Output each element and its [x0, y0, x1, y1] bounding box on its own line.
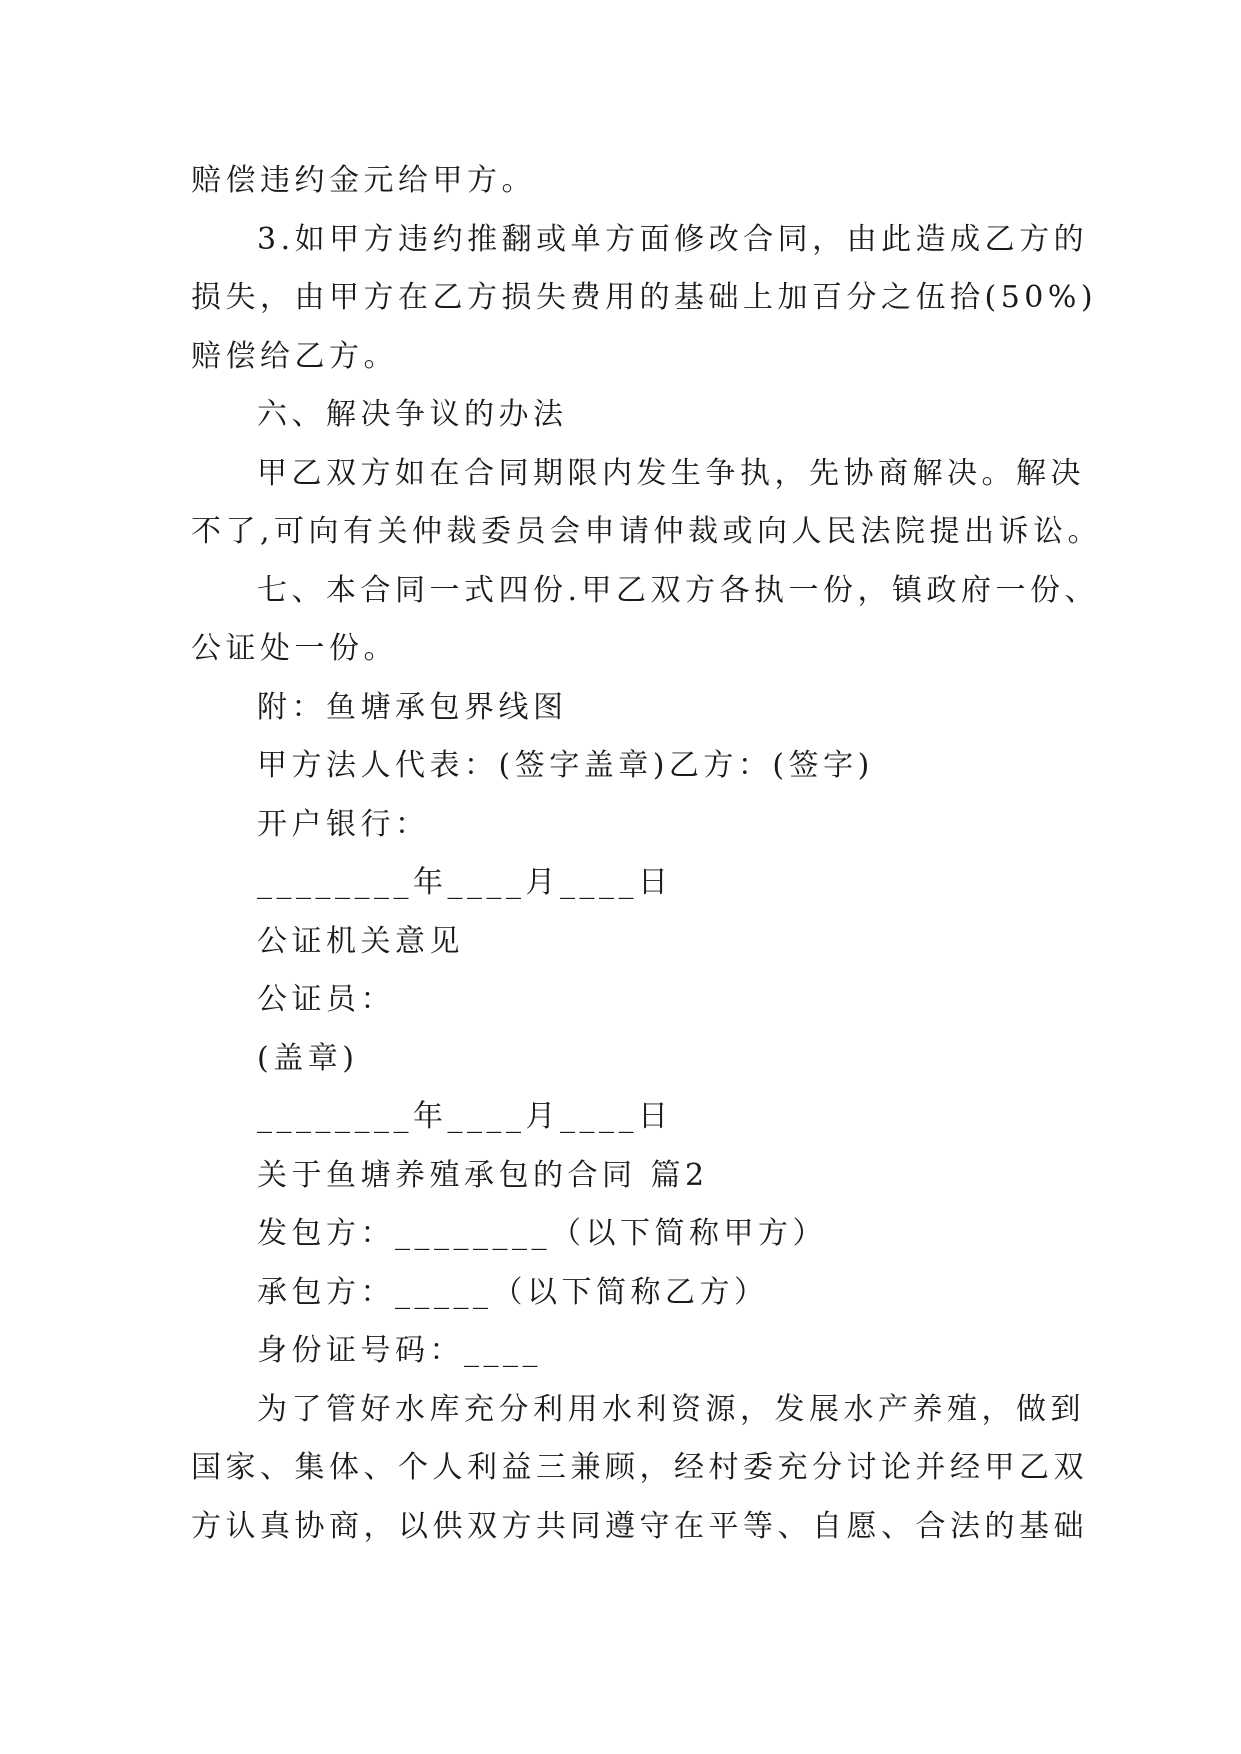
text-line: 损失，由甲方在乙方损失费用的基础上加百分之伍拾(50%)	[191, 280, 1098, 315]
text-line: 赔偿给乙方。	[191, 338, 398, 374]
date-line: ________年____月____日	[257, 865, 673, 900]
text-line: 为了管好水库充分利用水利资源，发展水产养殖，做到	[257, 1391, 1085, 1427]
text-line: 国家、集体、个人利益三兼顾，经村委充分讨论并经甲乙双	[191, 1450, 1088, 1485]
notary-line: 公证员：	[257, 982, 395, 1017]
id-number-line: 身份证号码：____	[257, 1333, 542, 1368]
notary-opinion-line: 公证机关意见	[257, 923, 464, 959]
text-line: 3.如甲方违约推翻或单方面修改合同，由此造成乙方的	[257, 221, 1089, 257]
text-line: 不了,可向有关仲裁委员会申请仲裁或向人民法院提出诉讼。	[191, 514, 1103, 549]
attachment-line: 附：鱼塘承包界线图	[257, 689, 568, 725]
document-body	[191, 152, 1103, 1556]
date-line: ________年____月____日	[257, 1099, 673, 1134]
party-b-line: 承包方：_____（以下简称乙方）	[257, 1274, 769, 1310]
text-line: 七、本合同一式四份.甲乙双方各执一份，镇政府一份、	[257, 572, 1100, 608]
text-line: 赔偿违约金元给甲方。	[191, 163, 536, 198]
contract-title: 关于鱼塘养殖承包的合同 篇2	[257, 1157, 709, 1193]
text-line: 甲乙双方如在合同期限内发生争执，先协商解决。解决	[257, 455, 1085, 491]
party-a-line: 发包方：________（以下简称甲方）	[257, 1216, 827, 1251]
section-heading: 六、解决争议的办法	[257, 397, 568, 432]
signature-line: 甲方法人代表：(签字盖章)乙方：(签字)	[257, 748, 874, 783]
bank-line: 开户银行：	[257, 806, 430, 842]
text-line: 方认真协商，以供双方共同遵守在平等、自愿、合法的基础	[191, 1508, 1088, 1544]
text-line: 公证处一份。	[191, 631, 398, 666]
seal-line: (盖章)	[257, 1040, 359, 1076]
